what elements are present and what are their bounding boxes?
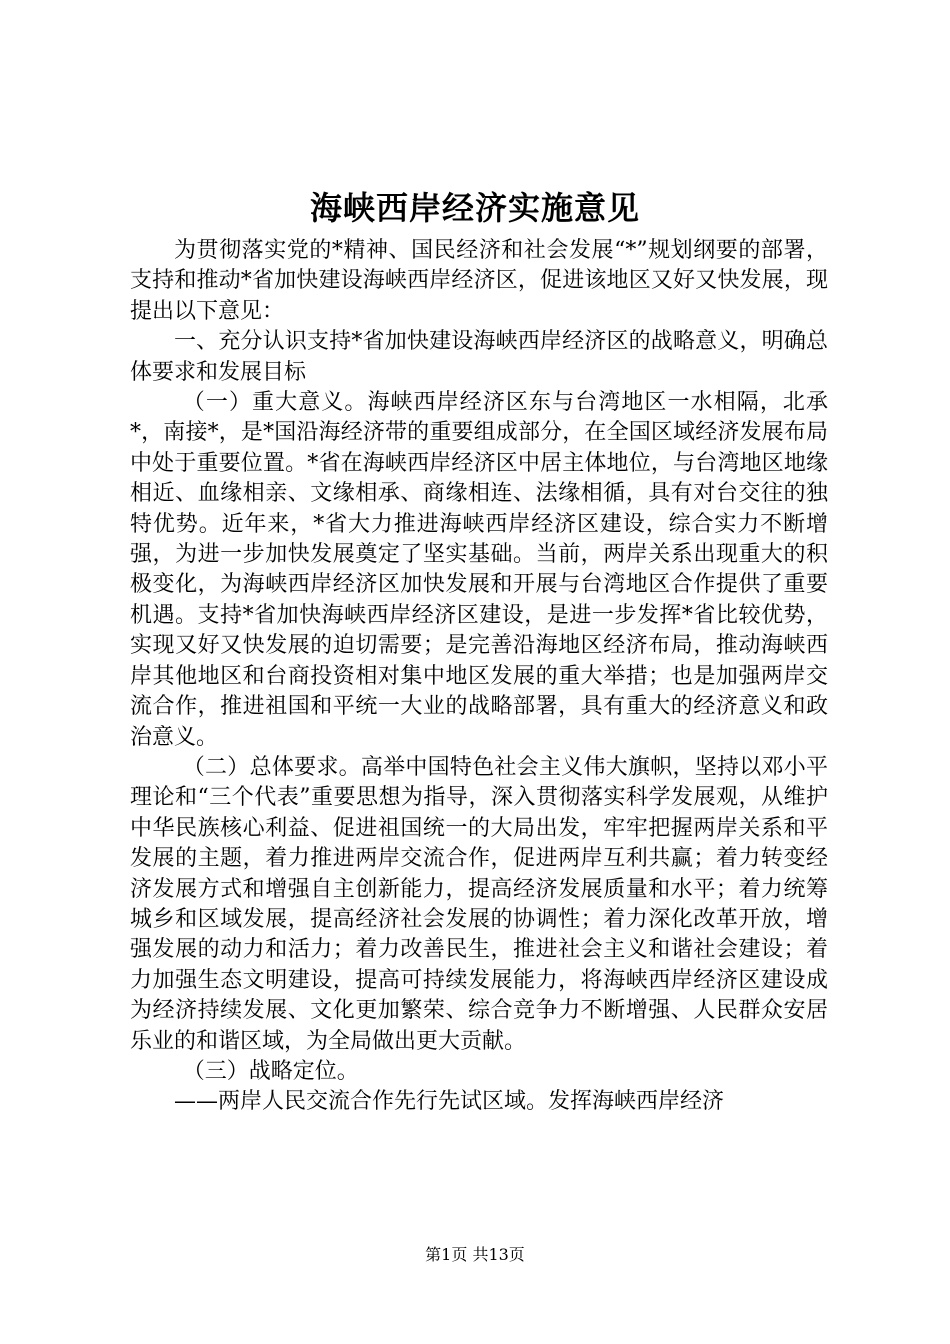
paragraph-strategic-positioning: （三）战略定位。 [182, 1058, 359, 1084]
document-body [130, 236, 828, 1118]
paragraph-general-requirements: （二）总体要求。高举中国特色社会主义伟大旗帜，坚持以邓小平理论和“三个代表”重要思想为指导，深入贯彻落实科学发展观，从维护中华民族核心利益、促进祖国统一的大局出发，牢牢把握两岸关系和平发展的主题，着力推进两岸交流合作，促进两岸互利共赢；着力转变经济发展方式和增强自主创新能力，提高经济发展质量和水平；着力统筹城乡和区域发展，提高经济社会发展的协调性；着力深化改革开放，增强发展的动力和活力；着力改善民生，推进社会主义和谐社会建设；着力加强生态文明建设，提高可持续发展能力，将海峡西岸经济区建设成为经济持续发展、文化更加繁荣、综合竞争力不断增强、人民群众安居乐业的和谐区域，为全局做出更大贡献。 [130, 754, 828, 1054]
paragraph-significance: （一）重大意义。海峡西岸经济区东与台湾地区一水相隔，北承*，南接*，是*国沿海经济带的重要组成部分，在全国区域经济发展布局中处于重要位置。*省在海峡西岸经济区中居主体地位，与台湾地区地缘相近、血缘相亲、文缘相承、商缘相连、法缘相循，具有对台交往的独特优势。近年来，*省大力推进海峡西岸经济区建设，综合实力不断增强，为进一步加快发展奠定了坚实基础。当前，两岸关系出现重大的积极变化，为海峡西岸经济区加快发展和开展与台湾地区合作提供了重要机遇。支持*省加快海峡西岸经济区建设，是进一步发挥*省比较优势，实现又好又快发展的迫切需要；是完善沿海地区经济布局，推动海峡西岸其他地区和台商投资相对集中地区发展的重大举措；也是加强两岸交流合作，推进祖国和平统一大业的战略部署，具有重大的经济意义和政治意义。 [130, 390, 828, 750]
page-number: 第1页 共13页 [425, 1245, 525, 1264]
paragraph-intro: 为贯彻落实党的*精神、国民经济和社会发展“*”规划纲要的部署，支持和推动*省加快建设海峡西岸经济区，促进该地区又好又快发展，现提出以下意见： [130, 238, 828, 324]
paragraph-cross-strait: ——两岸人民交流合作先行先试区域。发挥海峡西岸经济 [174, 1089, 725, 1115]
paragraph-section-heading: 一、充分认识支持*省加快建设海峡西岸经济区的战略意义，明确总体要求和发展目标 [130, 329, 828, 385]
document-title: 海峡西岸经济实施意见 [309, 189, 640, 227]
